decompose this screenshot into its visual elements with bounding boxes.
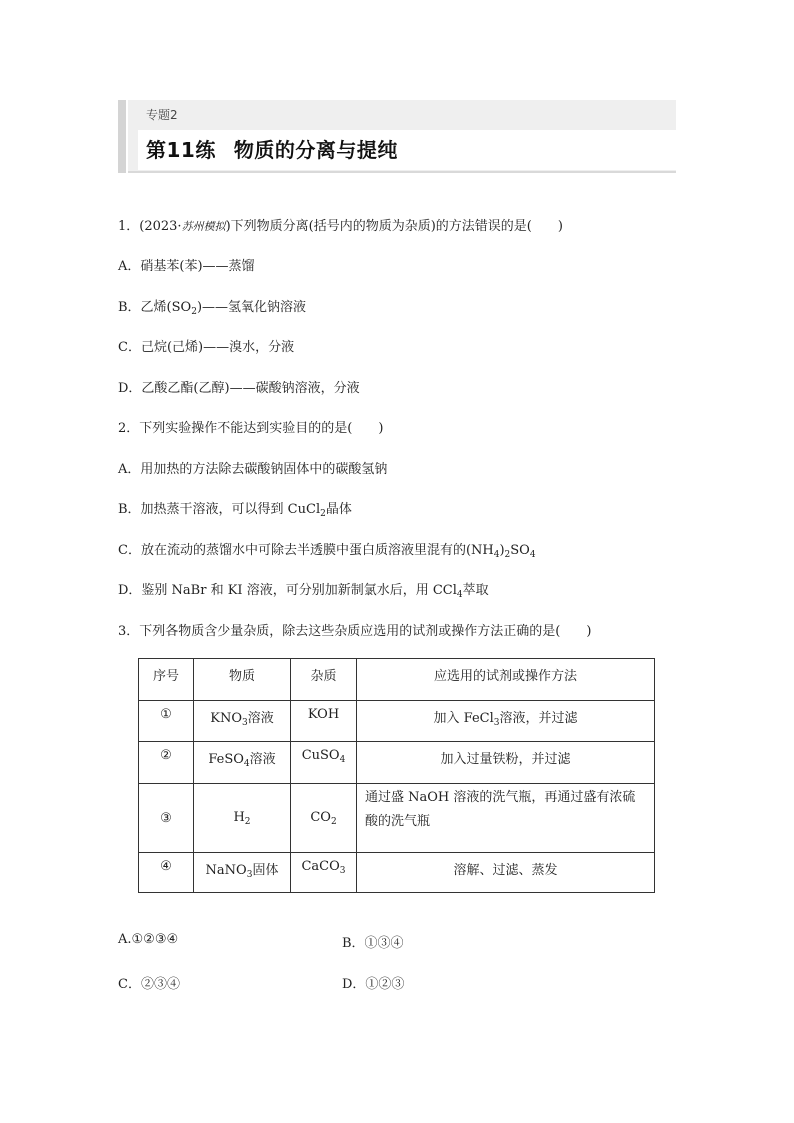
row-no: ③ bbox=[139, 784, 194, 853]
row-no: ① bbox=[139, 701, 194, 742]
q1-option-d: D．乙酸乙酯(乙醇)——碳酸钠溶液，分液 bbox=[118, 381, 360, 396]
q3-option-a: A.①②③④ bbox=[118, 932, 179, 947]
q1-source: 苏州模拟 bbox=[181, 220, 226, 233]
row-impurity: KOH bbox=[291, 701, 357, 742]
header-cell-no: 序号 bbox=[139, 659, 194, 701]
title-number: 第11练 bbox=[146, 138, 216, 162]
header-cell-method: 应选用的试剂或操作方法 bbox=[357, 659, 655, 701]
table-row bbox=[139, 853, 655, 893]
title-text: 物质的分离与提纯 bbox=[233, 138, 398, 162]
table-row bbox=[139, 742, 655, 784]
table-row bbox=[139, 784, 655, 853]
row-impurity: $CO_2$ bbox=[291, 784, 357, 853]
row-method: 加入过量铁粉，并过滤 bbox=[357, 742, 655, 784]
q3-stem: 3．下列各物质含少量杂质，除去这些杂质应选用的试剂或操作方法正确的是( ) bbox=[118, 624, 592, 639]
table-header-row bbox=[139, 659, 655, 701]
q1-stem: 1．(2023·苏州模拟)下列物质分离(括号内的物质为杂质)的方法错误的是( ) bbox=[118, 219, 563, 234]
row-substance: NaNO$_3$固体 bbox=[194, 853, 291, 893]
row-substance: $H_2$ bbox=[194, 784, 291, 853]
q2-option-c: C．放在流动的蒸馏水中可除去半透膜中蛋白质溶液里混有的$(NH_4)_2SO_4$ bbox=[118, 543, 536, 560]
q3-option-c: C．②③④ bbox=[118, 977, 180, 992]
banner-accent-gap bbox=[126, 100, 128, 173]
row-method: 加入 FeCl$_3$溶液，并过滤 bbox=[357, 701, 655, 742]
row-substance: $KNO_3$溶液 bbox=[194, 701, 291, 742]
row-method: 溶解、过滤、蒸发 bbox=[357, 853, 655, 893]
q1-option-c: C．己烷(己烯)——溴水，分液 bbox=[118, 340, 295, 355]
page-title bbox=[146, 134, 398, 163]
q3-table bbox=[138, 658, 655, 893]
row-impurity: CaCO$_3$ bbox=[291, 853, 357, 893]
banner-accent-bar bbox=[118, 100, 126, 173]
row-substance: FeSO$_4$溶液 bbox=[194, 742, 291, 784]
q2-option-b: B．加热蒸干溶液，可以得到 CuCl$_2$晶体 bbox=[118, 502, 352, 519]
q1-option-a: A．硝基苯(苯)——蒸馏 bbox=[118, 259, 255, 274]
table-row bbox=[139, 701, 655, 742]
row-method: 通过盛 NaOH 溶液的洗气瓶，再通过盛有浓硫 酸的洗气瓶 bbox=[357, 784, 655, 853]
q2-option-a: A．用加热的方法除去碳酸钠固体中的碳酸氢钠 bbox=[118, 462, 388, 477]
q3-option-d: D．①②③ bbox=[342, 977, 405, 992]
q3-option-b: B．①③④ bbox=[342, 936, 404, 951]
row-impurity: CuSO$_4$ bbox=[291, 742, 357, 784]
q2-stem: 2．下列实验操作不能达到实验目的的是( ) bbox=[118, 421, 384, 436]
row-no: ④ bbox=[139, 853, 194, 893]
header-cell-impurity: 杂质 bbox=[291, 659, 357, 701]
q2-option-d: D．鉴别 NaBr 和 KI 溶液，可分别加新制氯水后，用 CCl$_4$萃取 bbox=[118, 583, 489, 600]
row-no: ② bbox=[139, 742, 194, 784]
topic-label: 专题2 bbox=[146, 108, 178, 122]
header-cell-substance: 物质 bbox=[194, 659, 291, 701]
q1-option-b: B．乙烯$(SO_2)——$氢氧化钠溶液 bbox=[118, 300, 307, 317]
